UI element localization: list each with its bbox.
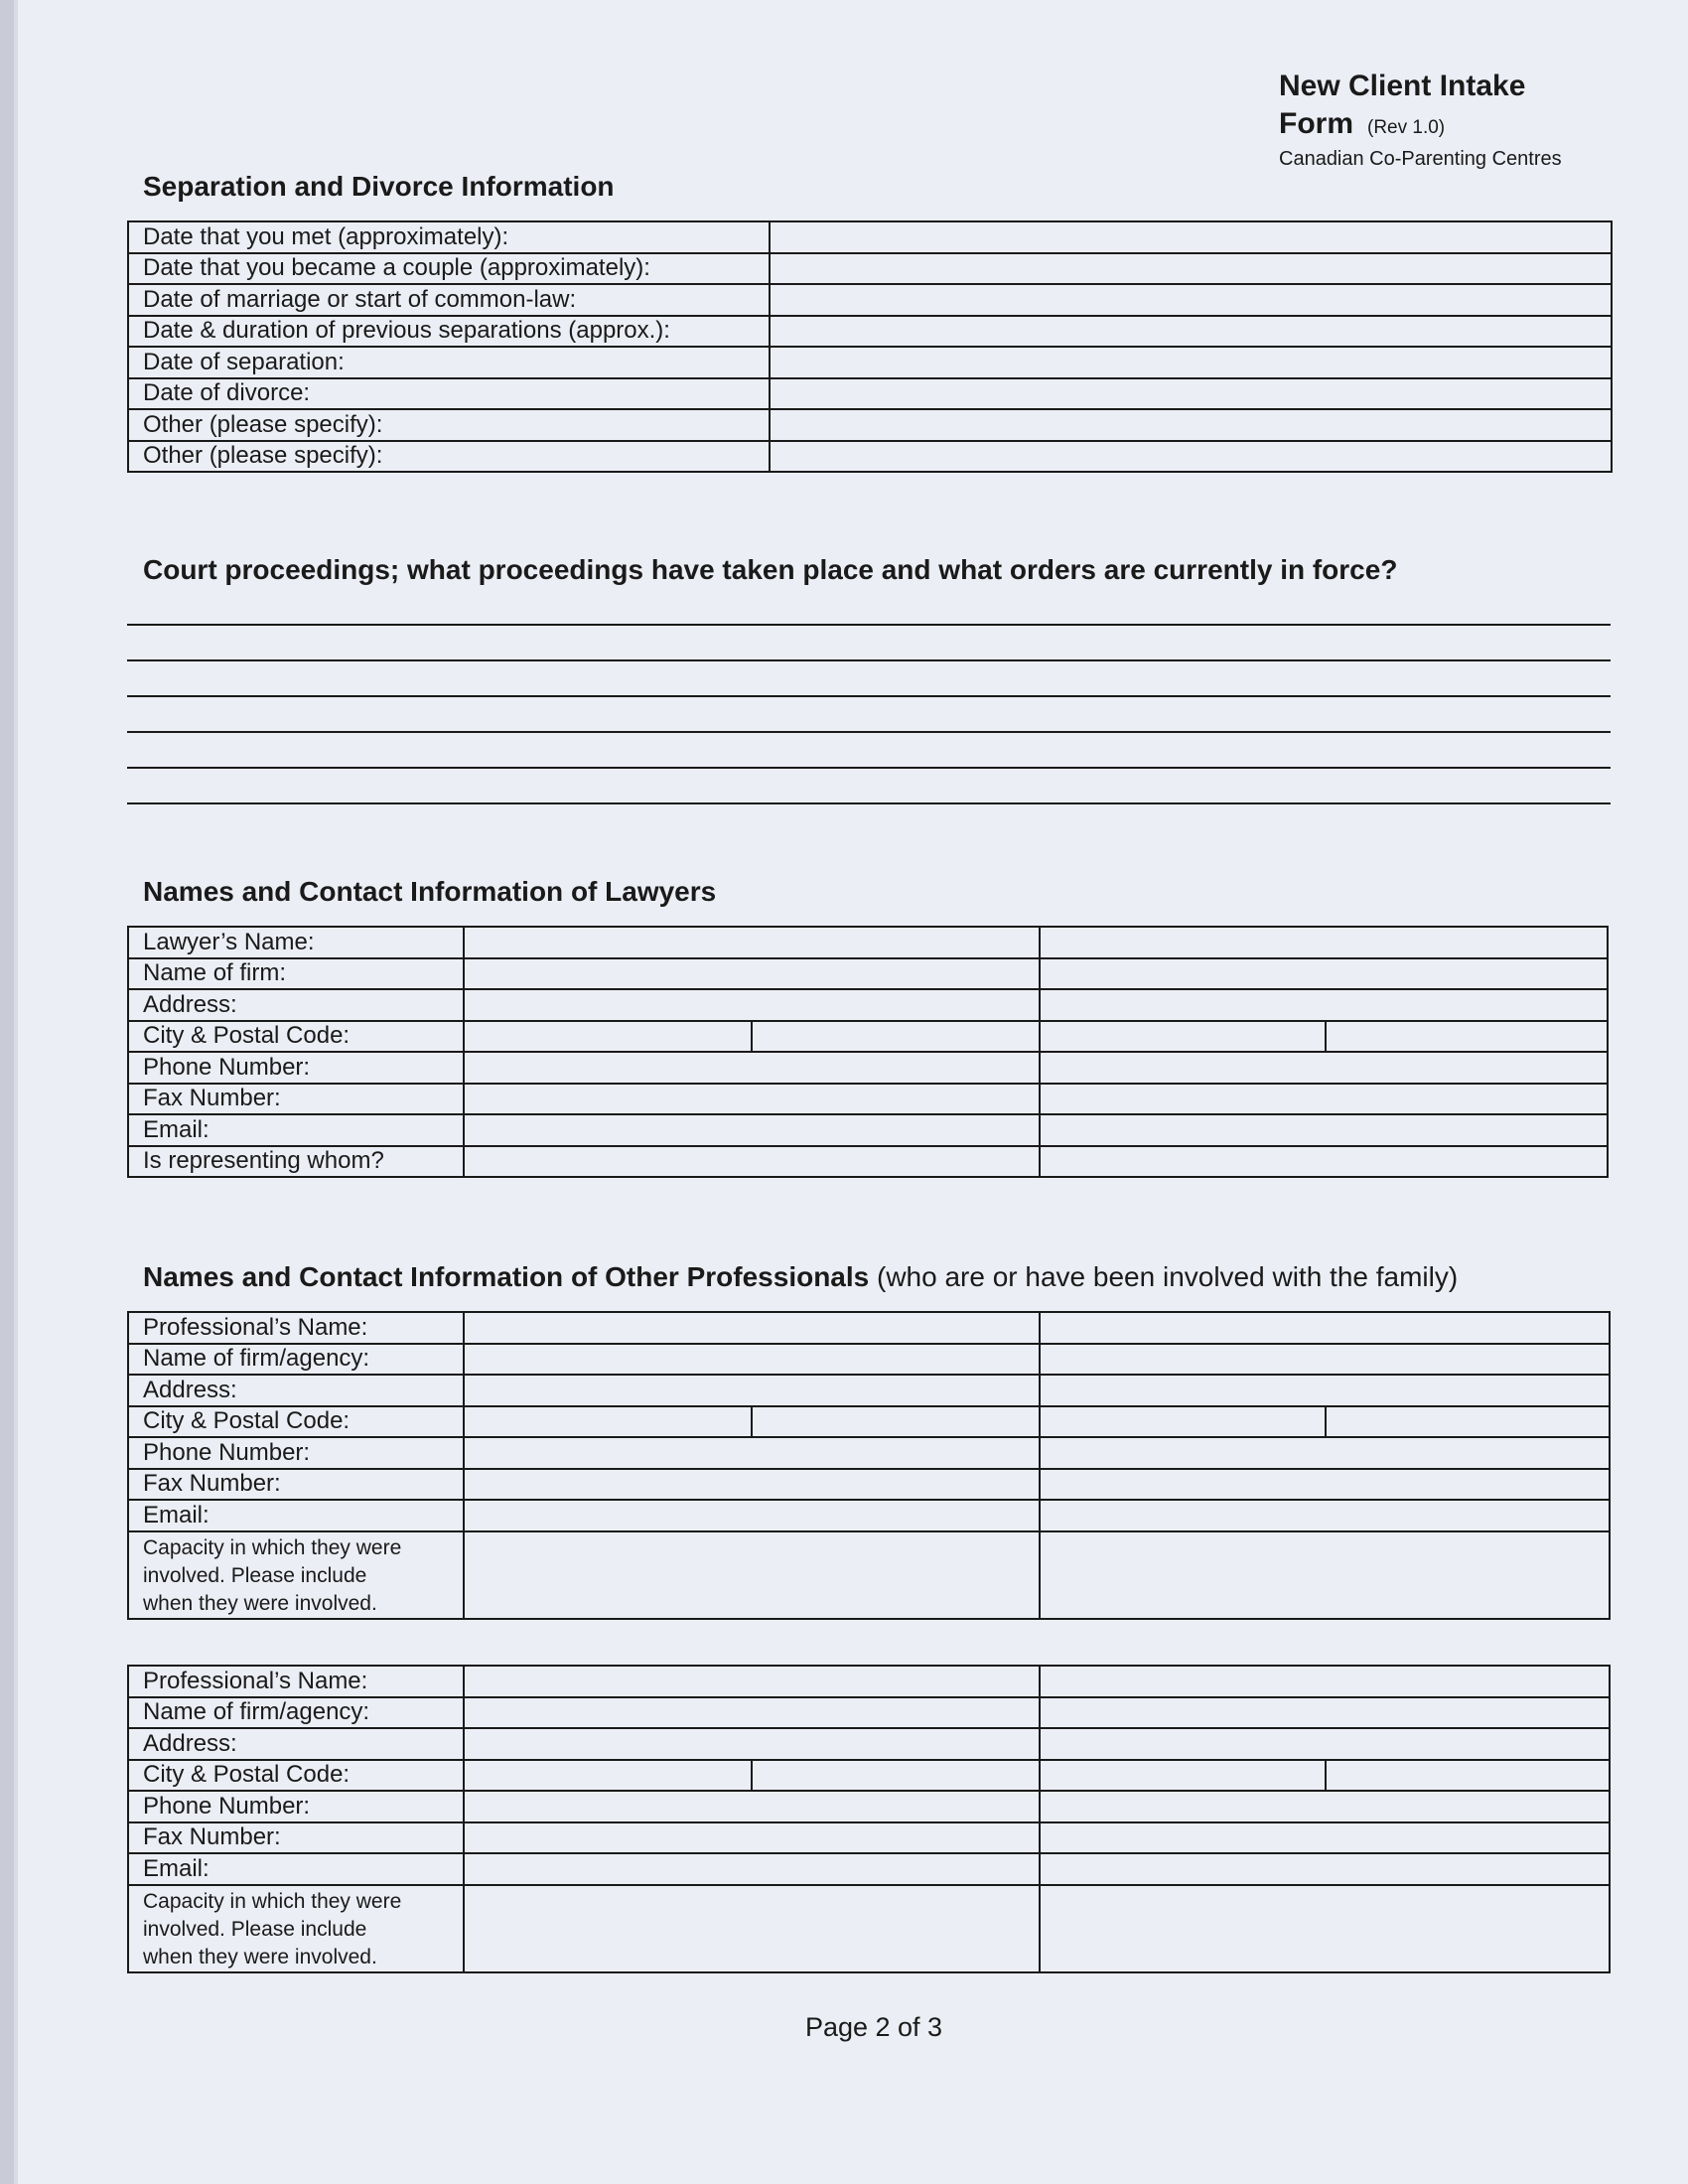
professional-label: Professional’s Name: <box>128 1312 464 1344</box>
page-number: Page 2 of 3 <box>804 2012 943 2042</box>
separation-input[interactable] <box>770 316 1612 348</box>
table-row <box>128 316 1612 348</box>
capacity-line: involved. Please include <box>143 1563 367 1587</box>
separation-label: Other (please specify): <box>128 409 770 441</box>
lawyer-1-input[interactable] <box>464 1052 1040 1084</box>
court-answer-line[interactable] <box>127 695 1611 697</box>
lawyer-1-input[interactable] <box>464 989 1040 1021</box>
separation-table <box>127 220 1613 473</box>
court-answer-line[interactable] <box>127 731 1611 733</box>
court-answer-line[interactable] <box>127 659 1611 661</box>
professional-1-table <box>127 1311 1611 1620</box>
professional-label: City & Postal Code: <box>128 1406 464 1438</box>
professional-a-input[interactable] <box>464 1853 1040 1885</box>
table-row <box>128 253 1612 285</box>
court-answer-line[interactable] <box>127 802 1611 804</box>
separation-input[interactable] <box>770 409 1612 441</box>
table-row <box>128 1822 1610 1854</box>
professional-b-postal-input[interactable] <box>1326 1760 1610 1792</box>
professional-a-input[interactable] <box>464 1791 1040 1822</box>
table-row <box>128 1084 1608 1115</box>
capacity-line: Capacity in which they were <box>143 1535 402 1559</box>
professional-b-input[interactable] <box>1040 1666 1610 1697</box>
table-row <box>128 1666 1610 1697</box>
lawyer-label: Address: <box>128 989 464 1021</box>
professional-label: Phone Number: <box>128 1791 464 1822</box>
separation-input[interactable] <box>770 378 1612 410</box>
professional-b-input[interactable] <box>1040 1791 1610 1822</box>
lawyer-1-input[interactable] <box>464 1084 1040 1115</box>
court-answer-line[interactable] <box>127 767 1611 769</box>
lawyer-1-input[interactable] <box>464 1146 1040 1178</box>
capacity-line: Capacity in which they were <box>143 1889 402 1913</box>
table-row <box>128 1052 1608 1084</box>
professional-b-input[interactable] <box>1040 1437 1610 1469</box>
separation-input[interactable] <box>770 441 1612 473</box>
capacity-line: when they were involved. <box>143 1945 377 1968</box>
table-row <box>128 1469 1610 1501</box>
table-row <box>128 1344 1610 1376</box>
professional-a-input[interactable] <box>464 1666 1040 1697</box>
professionals-title-note: (who are or have been involved with the family) <box>877 1261 1459 1292</box>
lawyer-2-city-input[interactable] <box>1040 1021 1326 1053</box>
lawyer-label: Email: <box>128 1114 464 1146</box>
professional-label: Name of firm/agency: <box>128 1697 464 1729</box>
professional-a-input[interactable] <box>464 1469 1040 1501</box>
table-row <box>128 378 1612 410</box>
professional-label: Fax Number: <box>128 1469 464 1501</box>
separation-input[interactable] <box>770 284 1612 316</box>
professional-label: Email: <box>128 1500 464 1531</box>
professional-label: Name of firm/agency: <box>128 1344 464 1376</box>
table-row <box>128 1406 1610 1438</box>
professional-b-input[interactable] <box>1040 1697 1610 1729</box>
scan-page-edge <box>0 0 14 2184</box>
lawyer-1-input[interactable] <box>464 1114 1040 1146</box>
form-header <box>1279 68 1562 171</box>
professional-label: Address: <box>128 1728 464 1760</box>
professional-a-input[interactable] <box>464 1500 1040 1531</box>
table-row <box>128 1728 1610 1760</box>
professional-label: City & Postal Code: <box>128 1760 464 1792</box>
professional-a-capacity-input[interactable] <box>464 1885 1040 1972</box>
lawyer-2-input[interactable] <box>1040 1146 1608 1178</box>
professional-b-input[interactable] <box>1040 1500 1610 1531</box>
lawyer-label: Fax Number: <box>128 1084 464 1115</box>
professional-b-input[interactable] <box>1040 1344 1610 1376</box>
table-row <box>128 1853 1610 1885</box>
table-row <box>128 1375 1610 1406</box>
table-row <box>128 989 1608 1021</box>
revision-label: (Rev 1.0) <box>1367 117 1446 138</box>
professional-a-postal-input[interactable] <box>752 1760 1040 1792</box>
professional-a-input[interactable] <box>464 1312 1040 1344</box>
professional-a-input[interactable] <box>464 1375 1040 1406</box>
separation-label: Date of divorce: <box>128 378 770 410</box>
form-title-form: Form <box>1279 107 1353 140</box>
separation-input[interactable] <box>770 253 1612 285</box>
professional-b-input[interactable] <box>1040 1375 1610 1406</box>
lawyers-table <box>127 926 1609 1178</box>
table-row <box>128 1500 1610 1531</box>
professional-a-city-input[interactable] <box>464 1406 752 1438</box>
table-row <box>128 1697 1610 1729</box>
lawyer-1-input[interactable] <box>464 927 1040 958</box>
lawyer-label: City & Postal Code: <box>128 1021 464 1053</box>
professional-a-postal-input[interactable] <box>752 1406 1040 1438</box>
professionals-title-text: Names and Contact Information of Other Professionals <box>143 1261 870 1292</box>
professional-b-postal-input[interactable] <box>1326 1406 1610 1438</box>
table-row <box>128 1312 1610 1344</box>
separation-label: Date & duration of previous separations (approx.): <box>128 316 770 348</box>
table-row <box>128 1114 1608 1146</box>
professional-label: Fax Number: <box>128 1822 464 1854</box>
professional-a-capacity-input[interactable] <box>464 1531 1040 1619</box>
lawyer-2-input[interactable] <box>1040 1114 1608 1146</box>
table-row <box>128 1146 1608 1178</box>
lawyer-label: Phone Number: <box>128 1052 464 1084</box>
separation-label: Date of marriage or start of common-law: <box>128 284 770 316</box>
professionals-section-title <box>143 1261 1458 1293</box>
table-row <box>128 1760 1610 1792</box>
professional-capacity-label <box>128 1531 464 1619</box>
table-row <box>128 958 1608 990</box>
lawyer-2-input[interactable] <box>1040 1052 1608 1084</box>
court-answer-line[interactable] <box>127 624 1611 626</box>
table-row <box>128 409 1612 441</box>
form-title-line2 <box>1279 105 1562 147</box>
court-section-title: Court proceedings; what proceedings have taken place and what orders are currently in force? <box>143 554 1398 585</box>
professional-label: Address: <box>128 1375 464 1406</box>
lawyer-1-postal-input[interactable] <box>752 1021 1040 1053</box>
table-row <box>128 441 1612 473</box>
professional-a-input[interactable] <box>464 1344 1040 1376</box>
professional-b-capacity-input[interactable] <box>1040 1885 1610 1972</box>
professional-2-table <box>127 1665 1611 1973</box>
professional-b-input[interactable] <box>1040 1469 1610 1501</box>
separation-label: Date that you met (approximately): <box>128 221 770 253</box>
table-row <box>128 1791 1610 1822</box>
lawyer-2-postal-input[interactable] <box>1326 1021 1608 1053</box>
table-row <box>128 927 1608 958</box>
professional-a-input[interactable] <box>464 1822 1040 1854</box>
form-title-line1: New Client Intake <box>1279 70 1526 102</box>
professional-b-input[interactable] <box>1040 1728 1610 1760</box>
table-row <box>128 221 1612 253</box>
professional-a-input[interactable] <box>464 1728 1040 1760</box>
table-row <box>128 347 1612 378</box>
lawyer-2-input[interactable] <box>1040 989 1608 1021</box>
table-row <box>128 1021 1608 1053</box>
table-row <box>128 1885 1610 1972</box>
table-row <box>128 284 1612 316</box>
lawyer-label: Lawyer’s Name: <box>128 927 464 958</box>
lawyer-label: Is representing whom? <box>128 1146 464 1178</box>
separation-section-title: Separation and Divorce Information <box>143 171 615 202</box>
lawyer-1-city-input[interactable] <box>464 1021 752 1053</box>
scan-page-edge-inner <box>14 0 18 2184</box>
professional-label: Professional’s Name: <box>128 1666 464 1697</box>
professional-label: Phone Number: <box>128 1437 464 1469</box>
organization-name: Canadian Co-Parenting Centres <box>1279 148 1562 170</box>
professional-a-input[interactable] <box>464 1697 1040 1729</box>
table-row <box>128 1531 1610 1619</box>
lawyer-2-input[interactable] <box>1040 958 1608 990</box>
capacity-line: when they were involved. <box>143 1591 377 1615</box>
professional-b-city-input[interactable] <box>1040 1406 1326 1438</box>
separation-input[interactable] <box>770 347 1612 378</box>
table-row <box>128 1437 1610 1469</box>
professional-a-city-input[interactable] <box>464 1760 752 1792</box>
professional-b-input[interactable] <box>1040 1853 1610 1885</box>
professional-b-input[interactable] <box>1040 1822 1610 1854</box>
professional-capacity-label <box>128 1885 464 1972</box>
lawyers-section-title: Names and Contact Information of Lawyers <box>143 876 717 907</box>
professional-label: Email: <box>128 1853 464 1885</box>
separation-label: Date that you became a couple (approximately): <box>128 253 770 285</box>
capacity-line: involved. Please include <box>143 1917 367 1941</box>
separation-label: Other (please specify): <box>128 441 770 473</box>
lawyer-2-input[interactable] <box>1040 927 1608 958</box>
lawyer-label: Name of firm: <box>128 958 464 990</box>
separation-input[interactable] <box>770 221 1612 253</box>
lawyer-1-input[interactable] <box>464 958 1040 990</box>
professional-b-input[interactable] <box>1040 1312 1610 1344</box>
professional-a-input[interactable] <box>464 1437 1040 1469</box>
separation-label: Date of separation: <box>128 347 770 378</box>
lawyer-2-input[interactable] <box>1040 1084 1608 1115</box>
professional-b-capacity-input[interactable] <box>1040 1531 1610 1619</box>
professional-b-city-input[interactable] <box>1040 1760 1326 1792</box>
